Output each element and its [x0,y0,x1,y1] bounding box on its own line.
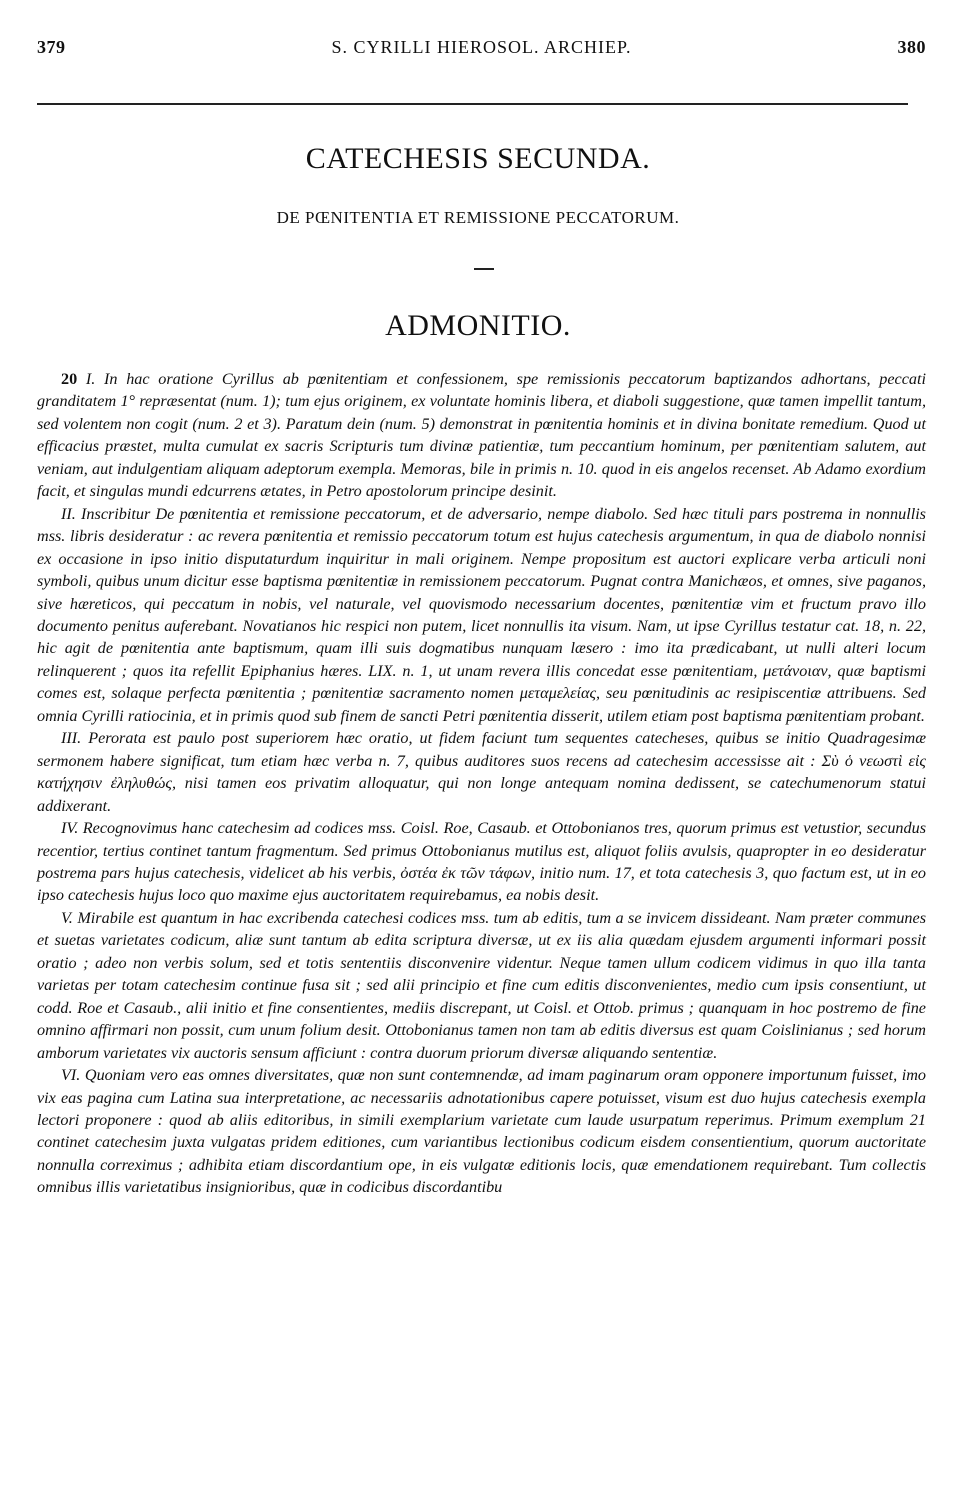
paragraph-text: IV. Recognovimus hanc catechesim ad codices mss. Coisl. Roe, Casaub. et Ottobonianos tres, quorum primus est vetustior, secundus recentior, tertius continet tantum fragmentum. Sed primus Ottobonianus mutilus est, aliquot foliis avulsis, quapropter in eo desideratur postrema pars hujus catechesis, videlicet ab his verbis, ὀστέα ἐκ τῶν τάφων, initio num. 17, et tota catechesis 3, quo factum est, ut in eo ipso catechesis hujus loco quo maxime ejus auctoritatem requirebamus, ea nobis desit. [37,819,926,905]
paragraph-2 [37,503,926,728]
running-header [37,37,926,61]
paragraph-4 [37,817,926,907]
paragraph-6 [37,1064,926,1199]
body-text [37,368,926,1199]
section-heading: ADMONITIO. [385,309,571,342]
paragraph-text: VI. Quoniam vero eas omnes diversitates, quæ non sunt contemnendæ, ad imam paginarum oram opponere importunum fuisset, imo vix eas pagina cum Latina sua interpretatione, ac necessariis adnotationibus capere potuisset, visum est duo hujus catechesis exempla lectori proponere : quod ab aliis editoribus, in simili exemplarium varietate cum laude usurpatum reperimus. Primum exemplum 21 continet catechesim juxta vulgatas pridem editiones, cum variantibus lectionibus codicum eisdem consentientium, quorum auctoritate nonnulla correximus ; adhibita etiam discordantium ope, in eis vulgatæ editionis locis, quæ emendationem requirebant. Tum collectis omnibus illis varietatibus insignioribus, quæ in codicibus discordantibu [37,1066,926,1197]
paragraph-1 [37,368,926,503]
page-subtitle: DE PŒNITENTIA ET REMISSIONE PECCATORUM. [276,208,680,227]
paragraph-3 [37,727,926,817]
page-title: CATECHESIS SECUNDA. [305,142,651,175]
header-rule [37,103,908,105]
paragraph-text: I. In hac oratione Cyrillus ab pœnitentiam et confessionem, spe remissionis peccatorum baptizandos adhortans, peccati granditatem 1° repræsentat (num. 1); tum ejus originem, ex voluntate hominis libera, et diaboli suggestione, quæ tamen impellit tantum, sed volentem non cogit (num. 2 et 3). Paratum dein (num. 5) demonstrat in pœnitentia hominis et in divina bonitate remedium. Quod ut efficacius præstet, multa cumulat ex sacris Scripturis tum divinæ patientiæ, tum peccantium hominum, per pœnitentiam salutem, aut veniam, aut indulgentiam aliquam adeptorum exempla. Memoras, bile in primis n. 10. quod in eis angelos recenset. Ab Adamo exordium facit, et singulas mundi edcurrens ætates, in Petro apostolorum principe desinit. [37,370,926,501]
paragraph-text: V. Mirabile est quantum in hac excribenda catechesi codices mss. tum ab editis, tum a se invicem dissideant. Nam præter communes et suetas varietates codicum, aliæ sunt tantum ab edita scriptura diversæ, ut ex iis alia quædam ejusdem argumenti informari possit oratio ; adeo non verbis solum, sed et totis sententiis disconvenire videntur. Neque tamen ullum codicem vidimus in quo illa tanta varietas per totam catechesim continue fusa sit ; sed alii principio et fine cum editis disconvenientes, medio cum ipsis consentiunt, ut codd. Roe et Casaub., alii initio et fine consentientes, mediis discrepant, ut Coisl. et Ottob. primus ; quanquam in hoc postremo de fine omnino affirmari non possit, cum unum folium desit. Ottobonianus tamen non tam ab editis diversus est quam Coislinianus ; sed horum amborum varietates vix auctoris sensum afficiunt : contra duorum priorum diversæ aliquando sententiæ. [37,908,926,1062]
paragraph-text: II. Inscribitur De pœnitentia et remissione peccatorum, et de adversario, nempe diabolo. Sed hæc tituli pars postrema in nonnullis mss. libris desideratur : ac revera pœnitentia et remissio peccatorum totum est hujus catechesis argumentum, in qua de diabolo nonnisi ex occasione in ipso initio disputaturdum inquiritur in mali originem. Nempe propositum est auctori explicare verba articuli noni symboli, quibus unum dicitur esse baptisma pœnitentiæ in remissionem peccatorum. Pugnat contra Manichæos, et omnes, sive paganos, sive hæreticos, qui peccatum in nobis, vel naturale, vel quovismodo necessarium docentes, pœnitentiæ vim et fructum pravo illo documento penitus auferebant. Novatianos hic respici non putem, licet nonnullis ita visum. Nam, ut ipse Cyrillus testatur cat. 18, n. 22, hic agit de pœnitentia ante baptismum, quam illi suis dogmatibus nunquam læsero : imo ita prædicabant, ut nulli alteri locum relinquerent ; quos ita refellit Epiphanius hæres. LIX. n. 1, ut unam revera illis concedat esse pœnitentiam, μετάνοιαν, quæ baptismi comes est, solaque perfecta pœnitentia ; pœnitentiæ sacramento nomen μεταμελείας, seu pœnitudinis ac resipiscentiæ attribuens. Sed omnia Cyrilli ratiocinia, et in primis quod sub finem de sancti Petri pœnitentia disserit, utilem etiam post baptisma pœnitentiam probant. [37,504,926,725]
paragraph-marker: 20 [61,370,78,388]
section-divider [474,268,494,270]
left-page-number: 379 [37,37,66,57]
running-title: S. CYRILLI HIEROSOL. ARCHIEP. [331,37,632,57]
right-page-number: 380 [897,37,926,57]
paragraph-5 [37,907,926,1064]
paragraph-text: III. Perorata est paulo post superiorem hæc oratio, ut fidem faciunt tum sequentes catecheses, quibus se initio Quadragesimæ sermonem habere significat, tum etiam hæc verba n. 7, quibus auditores suos recens ad catechesim accessisse ait : Σὺ ὁ νεωστὶ εἰς κατήχησιν ἐληλυθώς, nisi tamen eos privatim alloquatur, qui non longe antequam nomina dedissent, se catechumenorum statui addixerant. [37,729,926,815]
